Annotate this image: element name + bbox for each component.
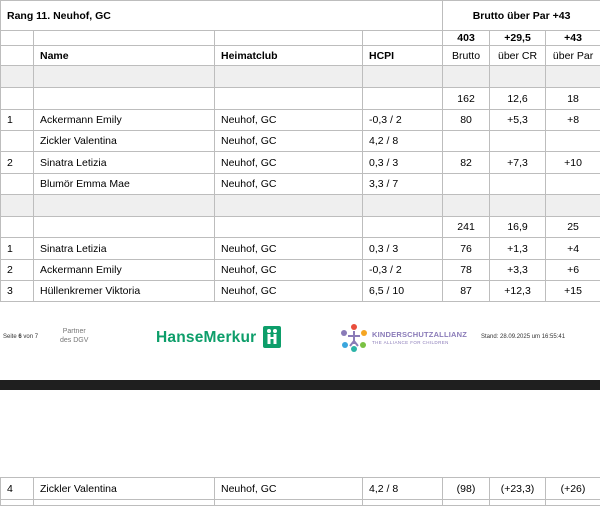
group-total-row	[1, 88, 600, 110]
hcpi-value: -0,3 / 2	[363, 110, 443, 131]
over-par-value	[546, 131, 600, 152]
total-over-par: +43	[546, 31, 600, 46]
hansemerkur-family-icon	[262, 325, 282, 349]
over-cr-value: (+23,3)	[490, 478, 546, 500]
hansemerkur-logo: HanseMerkur	[156, 329, 256, 347]
table-row	[1, 281, 600, 302]
home-club: Neuhof, GC	[215, 281, 363, 302]
title-row	[1, 1, 600, 31]
home-club: Neuhof, GC	[215, 478, 363, 500]
group-spacer-row	[1, 66, 600, 88]
player-name: Ackermann Emily	[34, 110, 215, 131]
over-cr-value: +3,3	[490, 260, 546, 281]
player-name: Sinatra Letizia	[34, 238, 215, 260]
page-number: Seite 6 von 7	[3, 334, 38, 340]
column-name: Name	[34, 46, 215, 66]
kinderschutzallianz-logo-icon	[338, 322, 370, 354]
brutto-value: 82	[443, 152, 490, 174]
brutto-value: 80	[443, 110, 490, 131]
group-spacer-row	[1, 195, 600, 217]
brutto-value	[443, 131, 490, 152]
over-cr-value	[490, 174, 546, 195]
hcpi-value: 4,2 / 8	[363, 478, 443, 500]
group-over-cr: 12,6	[490, 88, 546, 110]
over-cr-value: +5,3	[490, 110, 546, 131]
rank-cell	[1, 174, 34, 195]
hcpi-value: 0,3 / 3	[363, 152, 443, 174]
table-row	[1, 152, 600, 174]
player-name: Sinatra Letizia	[34, 152, 215, 174]
player-name: Ackermann Emily	[34, 260, 215, 281]
player-name: Zickler Valentina	[34, 131, 215, 152]
hcpi-value: 0,3 / 3	[363, 238, 443, 260]
group-brutto: 162	[443, 88, 490, 110]
hcpi-value: 4,2 / 8	[363, 131, 443, 152]
page-separator	[0, 380, 600, 390]
home-club: Neuhof, GC	[215, 260, 363, 281]
group-over-cr: 16,9	[490, 217, 546, 238]
column-brutto: Brutto	[443, 46, 490, 66]
column-header-row	[1, 46, 600, 66]
brutto-value: 87	[443, 281, 490, 302]
over-par-value: (+26)	[546, 478, 600, 500]
score-summary-title: Brutto über Par +43	[443, 1, 600, 31]
table-row	[1, 260, 600, 281]
rank-cell: 4	[1, 478, 34, 500]
home-club: Neuhof, GC	[215, 238, 363, 260]
table-row	[1, 238, 600, 260]
brutto-value: 78	[443, 260, 490, 281]
brutto-value: (98)	[443, 478, 490, 500]
brutto-value	[443, 174, 490, 195]
over-par-value: +10	[546, 152, 600, 174]
column-over-cr: über CR	[490, 46, 546, 66]
team-rank-title: Rang 11. Neuhof, GC	[1, 1, 443, 31]
hcpi-value: 6,5 / 10	[363, 281, 443, 302]
home-club: Neuhof, GC	[215, 174, 363, 195]
rank-cell: 2	[1, 152, 34, 174]
over-par-value: +8	[546, 110, 600, 131]
player-name: Blumör Emma Mae	[34, 174, 215, 195]
group-total-row	[1, 217, 600, 238]
rank-cell: 2	[1, 260, 34, 281]
table-row	[1, 478, 600, 500]
rank-cell: 1	[1, 110, 34, 131]
top-values-row	[1, 31, 600, 46]
dgv-partner-label: Partner des DGV	[60, 327, 88, 345]
home-club: Neuhof, GC	[215, 131, 363, 152]
group-over-par: 25	[546, 217, 600, 238]
hcpi-value: 3,3 / 7	[363, 174, 443, 195]
page-footer	[0, 320, 600, 360]
next-page	[0, 390, 600, 505]
rank-cell: 3	[1, 281, 34, 302]
group-over-par: 18	[546, 88, 600, 110]
column-over-par: über Par	[546, 46, 600, 66]
table-row	[1, 131, 600, 152]
over-par-value: +15	[546, 281, 600, 302]
total-brutto: 403	[443, 31, 490, 46]
over-cr-value: +1,3	[490, 238, 546, 260]
over-cr-value: +12,3	[490, 281, 546, 302]
column-club: Heimatclub	[215, 46, 363, 66]
over-par-value	[546, 174, 600, 195]
table-row	[1, 110, 600, 131]
timestamp: Stand: 28.09.2025 um 16:55:41	[481, 334, 565, 340]
over-cr-value: +7,3	[490, 152, 546, 174]
over-par-value: +4	[546, 238, 600, 260]
hcpi-value: -0,3 / 2	[363, 260, 443, 281]
table-row	[1, 174, 600, 195]
over-par-value: +6	[546, 260, 600, 281]
over-cr-value	[490, 131, 546, 152]
brutto-value: 76	[443, 238, 490, 260]
column-hcpi: HCPI	[363, 46, 443, 66]
home-club: Neuhof, GC	[215, 152, 363, 174]
player-name: Hüllenkremer Viktoria	[34, 281, 215, 302]
results-table-continued	[0, 477, 600, 506]
rank-cell	[1, 131, 34, 152]
group-brutto: 241	[443, 217, 490, 238]
total-over-cr: +29,5	[490, 31, 546, 46]
rank-cell: 1	[1, 238, 34, 260]
kinderschutzallianz-tagline: THE ALLIANCE FOR CHILDREN	[372, 340, 449, 345]
kinderschutzallianz-name: KINDERSCHUTZALLIANZ	[372, 330, 467, 339]
home-club: Neuhof, GC	[215, 110, 363, 131]
player-name: Zickler Valentina	[34, 478, 215, 500]
